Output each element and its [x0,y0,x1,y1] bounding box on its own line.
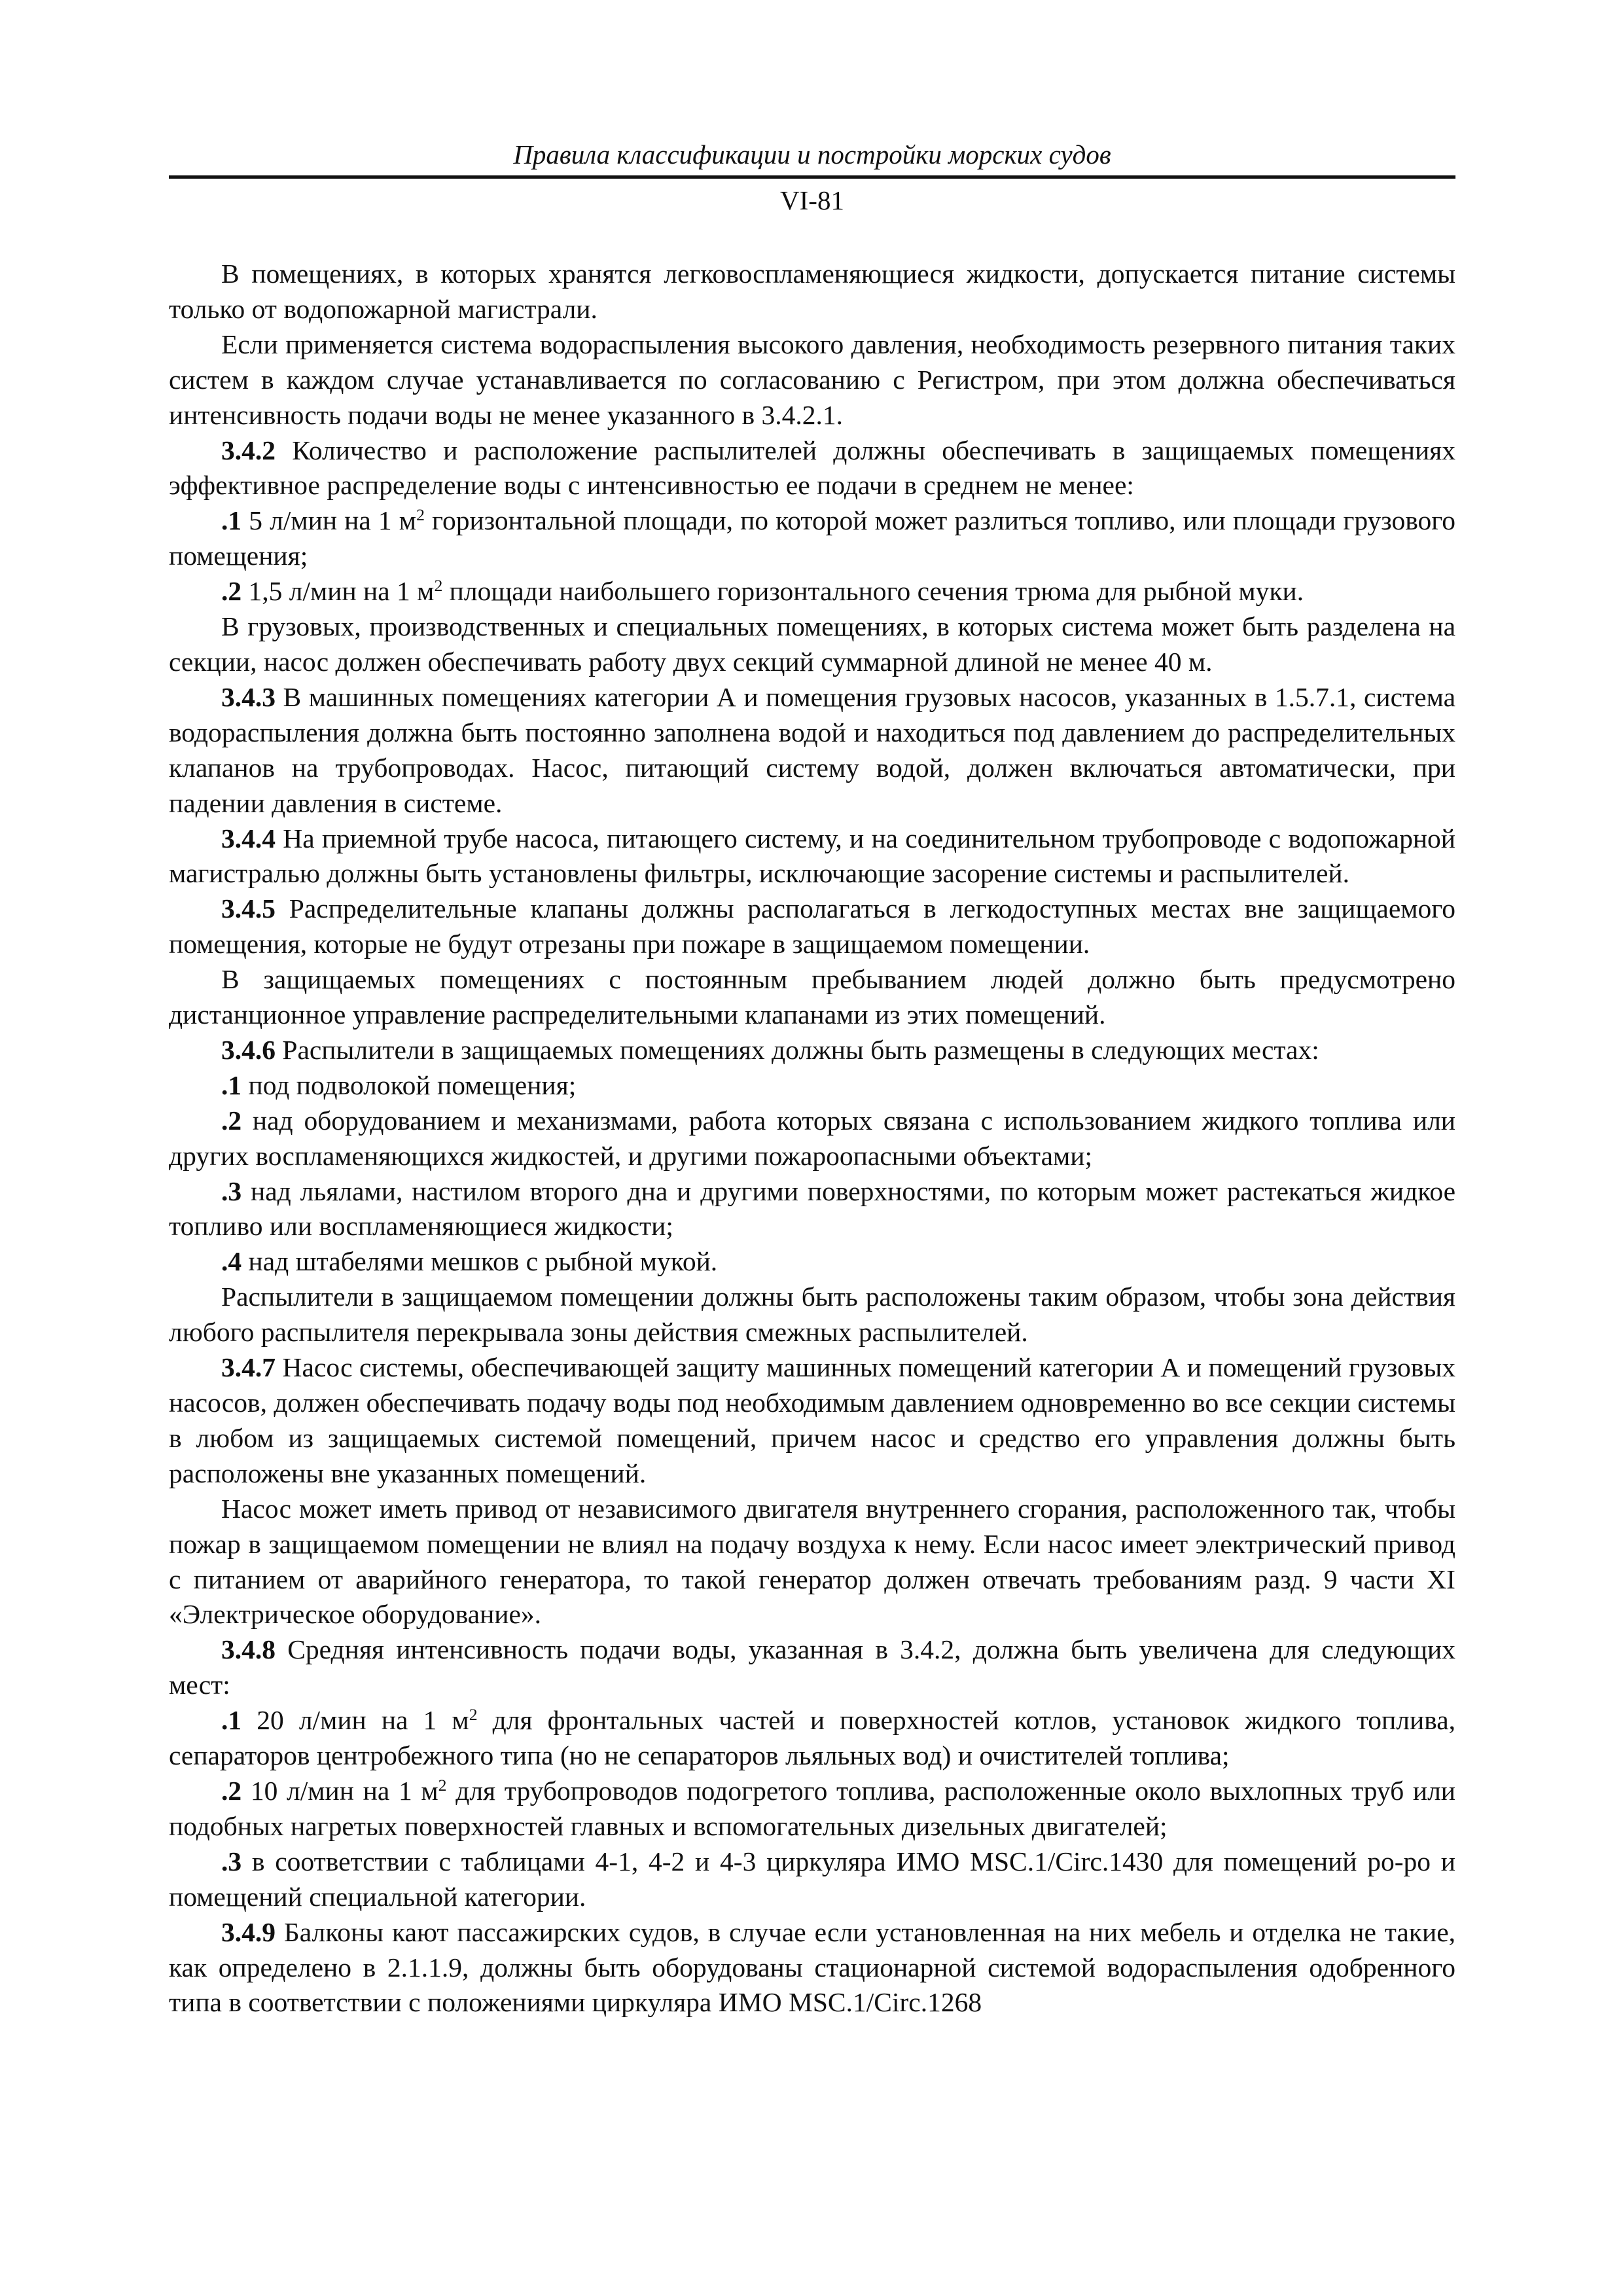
paragraph [169,962,1455,1033]
paragraph-text: Количество и расположение распылителей должны обеспечивать в защищаемых помещениях эффективное распределение воды с интенсивностью ее подачи в среднем не менее: [169,435,1455,501]
paragraph [169,680,1455,821]
paragraph [169,1068,1455,1103]
paragraph-text: Распределительные клапаны должны располагаться в легкодоступных местах вне защищаемого помещения, которые не будут отрезаны при пожаре в защищаемом помещении. [169,893,1455,960]
paragraph-text: над оборудованием и механизмами, работа которых связана с использованием жидкого топлива или других воспламеняющихся жидкостей, и другими пожароопасными объектами; [169,1105,1455,1171]
paragraph [169,891,1455,962]
paragraph-text-tail: горизонтальной площади, по которой может разлиться топливо, или площади грузового помещения; [169,505,1455,571]
paragraph [169,327,1455,433]
paragraph-text: На приемной трубе насоса, питающего систему, и на соединительном трубопроводе с водопожарной магистралью должны быть установлены фильтры, исключающие засорение системы и распылителей. [169,823,1455,889]
paragraph-text: над льялами, настилом второго дна и другими поверхностями, по которым может растекаться жидкое топливо или воспламеняющиеся жидкости; [169,1175,1455,1242]
paragraph [169,1103,1455,1174]
paragraph-text: в соответствии с таблицами 4-1, 4-2 и 4-3 циркуляра ИМО MSC.1/Circ.1430 для помещений ро-ро и помещений специальной категории. [169,1846,1455,1912]
paragraph [169,1244,1455,1280]
paragraph [169,821,1455,892]
paragraph-text: В помещениях, в которых хранятся легковоспламеняющиеся жидкости, допускается питание системы только от водопожарной магистрали. [169,259,1455,324]
paragraph-text: Насос системы, обеспечивающей защиту машинных помещений категории А и помещений грузовых насосов, должен обеспечивать подачу воды под необходимым давлением одновременно во все секции системы в любом из защищаемых системой помещений, причем насос и средство его управления должны быть расположены вне указанных помещений. [169,1352,1455,1488]
body-text [169,257,1455,2020]
page-number: VI-81 [780,185,844,215]
paragraph-text: Насос может иметь привод от независимого двигателя внутреннего сгорания, расположенного так, чтобы пожар в защищаемом помещении не влиял на подачу воздуха к нему. Если насос имеет электрический привод с питанием от аварийного генератора, то такой генератор должен отвечать требованиям разд. 9 части XI «Электрическое оборудование». [169,1493,1455,1630]
clause-number: 3.4.8 [221,1634,276,1665]
paragraph [169,1492,1455,1633]
paragraph-text: Балконы кают пассажирских судов, в случае если установленная на них мебель и отделка не такие, как определено в 2.1.1.9, должны быть оборудованы стационарной системой водораспыления одобренного типа в соответствии с положениями циркуляра ИМО MSC.1/Circ.1268 [169,1916,1455,2018]
paragraph [169,433,1455,504]
paragraph [169,1915,1455,2021]
paragraph [169,609,1455,680]
paragraph-text: под подволокой помещения; [241,1069,577,1100]
paragraph-text: 20 л/мин на 1 м [241,1705,469,1736]
superscript: 2 [438,1775,447,1795]
paragraph-text: над штабелями мешков с рыбной мукой. [241,1246,718,1277]
clause-number: .3 [221,1846,242,1876]
paragraph [169,1280,1455,1350]
paragraph-text-tail: для фронтальных частей и поверхностей котлов, установок жидкого топлива, сепараторов центробежного типа (но не сепараторов льяльных вод) и очистителей топлива; [169,1705,1456,1771]
clause-number: .2 [221,1775,242,1806]
clause-number: .2 [221,1105,242,1136]
paragraph [169,503,1455,574]
clause-number: 3.4.7 [221,1352,276,1383]
clause-number: 3.4.9 [221,1916,276,1947]
superscript: 2 [416,505,425,525]
paragraph-text: В грузовых, производственных и специальных помещениях, в которых система может быть разделена на секции, насос должен обеспечивать работу двух секций суммарной длиной не менее 40 м. [169,611,1455,677]
running-header-title: Правила классификации и постройки морских судов [513,139,1111,170]
paragraph-text: Средняя интенсивность подачи воды, указанная в 3.4.2, должна быть увеличена для следующих мест: [169,1634,1455,1700]
paragraph-text: 10 л/мин на 1 м [241,1775,438,1806]
paragraph-text: В машинных помещениях категории А и помещения грузовых насосов, указанных в 1.5.7.1, система водораспыления должна быть постоянно заполнена водой и находиться под давлением до распределительных клапанов на трубопроводах. Насос, питающий систему водой, должен включаться автоматически, при падении давления в системе. [169,681,1455,818]
clause-number: .3 [221,1175,242,1206]
clause-number: .1 [221,1705,242,1736]
paragraph-text: Распылители в защищаемых помещениях должны быть размещены в следующих местах: [276,1034,1319,1065]
paragraph-text: 1,5 л/мин на 1 м [241,576,435,607]
paragraph [169,1844,1455,1915]
paragraph-text: Если применяется система водораспыления высокого давления, необходимость резервного питания таких систем в каждом случае устанавливается по согласованию с Регистром, при этом должна обеспечиваться интенсивность подачи воды не менее указанного в 3.4.2.1. [169,329,1455,430]
clause-number: 3.4.4 [221,823,276,853]
clause-number: 3.4.6 [221,1034,276,1065]
paragraph [169,1774,1455,1844]
paragraph [169,1033,1455,1068]
clause-number: .4 [221,1246,242,1277]
paragraph [169,574,1455,609]
clause-number: .1 [221,1069,242,1100]
clause-number: .1 [221,505,242,536]
paragraph-text: 5 л/мин на 1 м [241,505,417,536]
clause-number: 3.4.3 [221,681,276,712]
paragraph-text: Распылители в защищаемом помещении должны быть расположены таким образом, чтобы зона действия любого распылителя перекрывала зоны действия смежных распылителей. [169,1282,1455,1348]
paragraph [169,1350,1455,1492]
paragraph-text-tail: площади наибольшего горизонтального сечения трюма для рыбной муки. [442,576,1304,607]
paragraph-text-tail: для трубопроводов подогретого топлива, расположенные около выхлопных труб или подобных нагретых поверхностей главных и вспомогательных дизельных двигателей; [169,1775,1455,1841]
paragraph [169,257,1455,327]
superscript: 2 [469,1705,478,1725]
header-rule [169,175,1455,179]
superscript: 2 [434,576,443,596]
clause-number: 3.4.2 [221,435,276,465]
paragraph-text: В защищаемых помещениях с постоянным пребыванием людей должно быть предусмотрено дистанционное управление распределительными клапанами из этих помещений. [169,964,1455,1030]
clause-number: .2 [221,576,242,607]
paragraph [169,1632,1455,1703]
clause-number: 3.4.5 [221,893,276,924]
paragraph [169,1703,1455,1774]
paragraph [169,1174,1455,1245]
